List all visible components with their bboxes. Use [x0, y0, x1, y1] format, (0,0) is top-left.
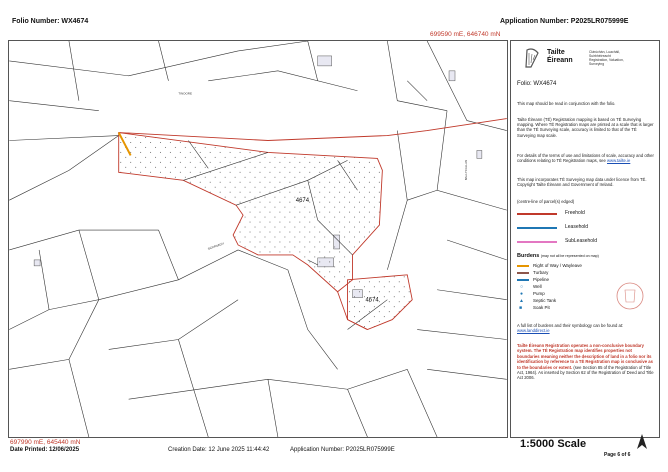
- road-label-1: TINOORE: [178, 91, 192, 96]
- burden-label-5: Septic Tank: [533, 298, 557, 303]
- burden-label-2: Pipeline: [533, 277, 550, 282]
- note-details: [517, 153, 655, 163]
- logo-sub1: Clárúchán, Luacháil,: [589, 50, 620, 54]
- landdirect-link[interactable]: www.landdirect.ie: [517, 328, 550, 334]
- footer-application-number: Application Number: P2025LR075999E: [290, 447, 395, 453]
- note-conjunction: This map should be read in conjunction with the folio.: [517, 101, 616, 106]
- burdens-link-note: [517, 323, 655, 333]
- logo-line1: Tailte: [547, 49, 565, 56]
- logo-sub3: Registration, Valuation,: [589, 58, 624, 62]
- warning-text: [517, 343, 655, 381]
- soak-pit-icon: ■: [519, 305, 523, 311]
- right-of-way-swatch: [517, 265, 529, 267]
- legend-leasehold: [517, 223, 655, 233]
- logo-sub2: Suirbhéireacht: [589, 54, 611, 58]
- creation-date: Creation Date: 12 June 2025 11:44:42: [168, 447, 270, 453]
- info-panel: [510, 40, 660, 438]
- scale-value: 1:5000: [520, 438, 555, 450]
- well-icon: ○: [520, 284, 524, 290]
- note-mapping: Tailte Éireann (TÉ) Registration mapping is based on TÉ Surveying mapping. Where TÉ Registration maps are printed at a scale that is larger than the TÉ Surveying scale, accuracy is limited to that of the TÉ Surveying map scale.: [517, 117, 654, 138]
- folio-number: Folio Number: WX4674: [12, 18, 89, 25]
- note-details-text: For details of the terms of use and limitations of scale, accuracy and other conditions relating to TÉ Registration maps, see: [517, 153, 654, 164]
- burden-label-4: Pump: [533, 291, 545, 296]
- warning-rest: (see Section 85 of the Registration of Title Act, 1964). As inserted by Section 62 of the Registration of Deed and Title Act 2006.: [517, 364, 654, 381]
- application-number: Application Number: P2025LR075999E: [500, 18, 629, 25]
- logo-line2: Éireann: [547, 57, 573, 64]
- logo-sub4: Surveying: [589, 62, 605, 66]
- road-label-2: SCRANAGH: [207, 241, 225, 251]
- road-label-3: BALLYCALLAN: [463, 159, 468, 181]
- map-canvas: [9, 41, 507, 437]
- legend-subleasehold: [517, 237, 655, 247]
- burdens-heading: [517, 253, 599, 259]
- burden-label-6: Soak Pit: [533, 305, 550, 310]
- legend-heading: (centre-line of parcel(s) edged): [517, 199, 575, 204]
- septic-tank-icon: ▲: [519, 298, 524, 304]
- turbary-swatch: [517, 272, 529, 274]
- logo-wordmark: [547, 49, 573, 65]
- burden-label-3: Well: [533, 284, 542, 289]
- pipeline-swatch: [517, 279, 529, 281]
- legend-leasehold-label: Leasehold: [565, 224, 589, 230]
- page-number: Page 6 of 6: [604, 452, 631, 458]
- burden-label-1: Turbary: [533, 270, 549, 275]
- map-frame[interactable]: [8, 40, 508, 438]
- freehold-parcel-main: [119, 133, 383, 292]
- freehold-parcel-small: [348, 275, 413, 330]
- tailte-link[interactable]: www.tailte.ie: [607, 158, 631, 164]
- harp-logo-icon: [523, 47, 541, 69]
- freehold-swatch: [517, 213, 557, 215]
- map-scale: [520, 438, 586, 450]
- legend-freehold-label: Freehold: [565, 210, 585, 216]
- subleasehold-swatch: [517, 241, 557, 243]
- note-licence: This map incorporates TÉ Surveying map data under licence from TÉ. Copyright Tailte Éireann and Government of Ireland.: [517, 177, 647, 188]
- scale-word: Scale: [557, 438, 587, 450]
- seal-icon: [615, 281, 645, 311]
- north-arrow-icon: [636, 434, 648, 450]
- coord-bottom-left: 697990 mE, 645440 mN: [10, 439, 81, 446]
- burdens-heading-text: Burdens: [517, 253, 540, 259]
- date-printed: Date Printed: 12/06/2025: [10, 447, 80, 453]
- logo-subtitle: [589, 50, 624, 66]
- burdens-note: (may not all be represented on map): [540, 254, 599, 258]
- coord-top-right: 699590 mE, 646740 mN: [430, 31, 501, 38]
- panel-folio: Folio: WX4674: [517, 81, 557, 87]
- legend-subleasehold-label: SubLeasehold: [565, 238, 597, 244]
- burden-label-0: Right of Way / Wayleave: [533, 263, 582, 268]
- burdens-link-text: A full list of burdens and their symbology can be found at:: [517, 323, 624, 328]
- legend-freehold: [517, 209, 655, 219]
- parcel-label-small: 4674: [365, 297, 379, 304]
- parcel-label-main: 4674: [295, 198, 310, 205]
- leasehold-swatch: [517, 227, 557, 229]
- warning-bold: Tailte Éireann Registration operates a non-conclusive boundary system. The TÉ Registration map identifies properties not boundaries meaning neither the description of land in a folio nor its identification by reference to a TÉ Registration map is conclusive as to the boundaries or extent.: [517, 343, 653, 370]
- pump-icon: ●: [520, 291, 524, 297]
